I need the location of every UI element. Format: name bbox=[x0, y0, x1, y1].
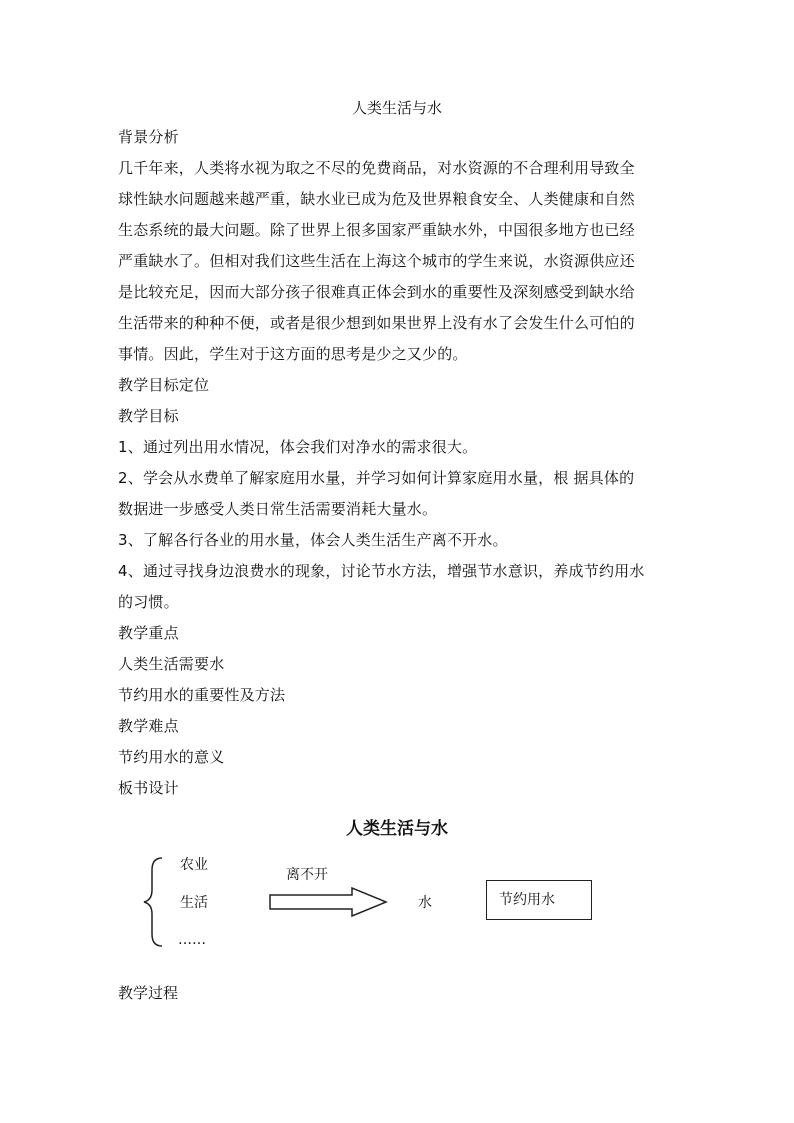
text-line: 几千年来，人类将水视为取之不尽的免费商品，对水资源的不合理利用导致全 bbox=[118, 159, 635, 177]
text-line: 4、通过寻找身边浪费水的现象，讨论节水方法，增强节水意识，养成节约用水 bbox=[118, 562, 645, 580]
text-line: 教学目标 bbox=[118, 407, 179, 425]
water-label: 水 bbox=[418, 895, 432, 911]
arrow-label: 离不开 bbox=[286, 867, 328, 883]
text-line: 3、了解各行各业的用水量，体会人类生活生产离不开水。 bbox=[118, 531, 508, 549]
text-line: 生态系统的最大问题。除了世界上很多国家严重缺水外，中国很多地方也已经 bbox=[118, 221, 635, 239]
save-water-box: 节约用水 bbox=[486, 880, 592, 920]
text-line: 1、通过列出用水情况，体会我们对净水的需求很大。 bbox=[118, 438, 478, 456]
text-line: 事情。因此，学生对于这方面的思考是少之又少的。 bbox=[118, 345, 468, 363]
text-line: 人类生活需要水 bbox=[118, 655, 225, 673]
document-body bbox=[118, 122, 678, 804]
document-title: 人类生活与水 bbox=[351, 99, 442, 117]
text-line: 数据进一步感受人类日常生活需要消耗大量水。 bbox=[118, 500, 438, 518]
process-heading: 教学过程 bbox=[118, 984, 179, 1002]
board-item-ellipsis: …… bbox=[178, 932, 206, 948]
text-line: 2、学会从水费单了解家庭用水量，并学习如何计算家庭用水量，根 据具体的 bbox=[118, 469, 635, 487]
text-line: 严重缺水了。但相对我们这些生活在上海这个城市的学生来说，水资源供应还 bbox=[118, 252, 635, 270]
text-line: 教学重点 bbox=[118, 624, 179, 642]
board-item-life: 生活 bbox=[180, 895, 208, 911]
right-arrow bbox=[270, 888, 386, 916]
text-line: 节约用水的意义 bbox=[118, 748, 225, 766]
board-title: 人类生活与水 bbox=[346, 819, 448, 839]
text-line: 背景分析 bbox=[118, 128, 179, 146]
text-line: 板书设计 bbox=[118, 779, 179, 797]
text-line: 生活带来的种种不便，或者是很少想到如果世界上没有水了会发生什么可怕的 bbox=[118, 314, 635, 332]
board-diagram bbox=[140, 850, 620, 960]
text-line: 球性缺水问题越来越严重，缺水业已成为危及世界粮食安全、人类健康和自然 bbox=[118, 190, 635, 208]
text-line: 是比较充足，因而大部分孩子很难真正体会到水的重要性及深刻感受到缺水给 bbox=[118, 283, 635, 301]
text-line: 教学难点 bbox=[118, 717, 179, 735]
text-line: 节约用水的重要性及方法 bbox=[118, 686, 286, 704]
left-brace bbox=[144, 858, 162, 946]
text-line: 教学目标定位 bbox=[118, 376, 210, 394]
text-line: 的习惯。 bbox=[118, 593, 179, 611]
board-item-agriculture: 农业 bbox=[180, 857, 208, 873]
